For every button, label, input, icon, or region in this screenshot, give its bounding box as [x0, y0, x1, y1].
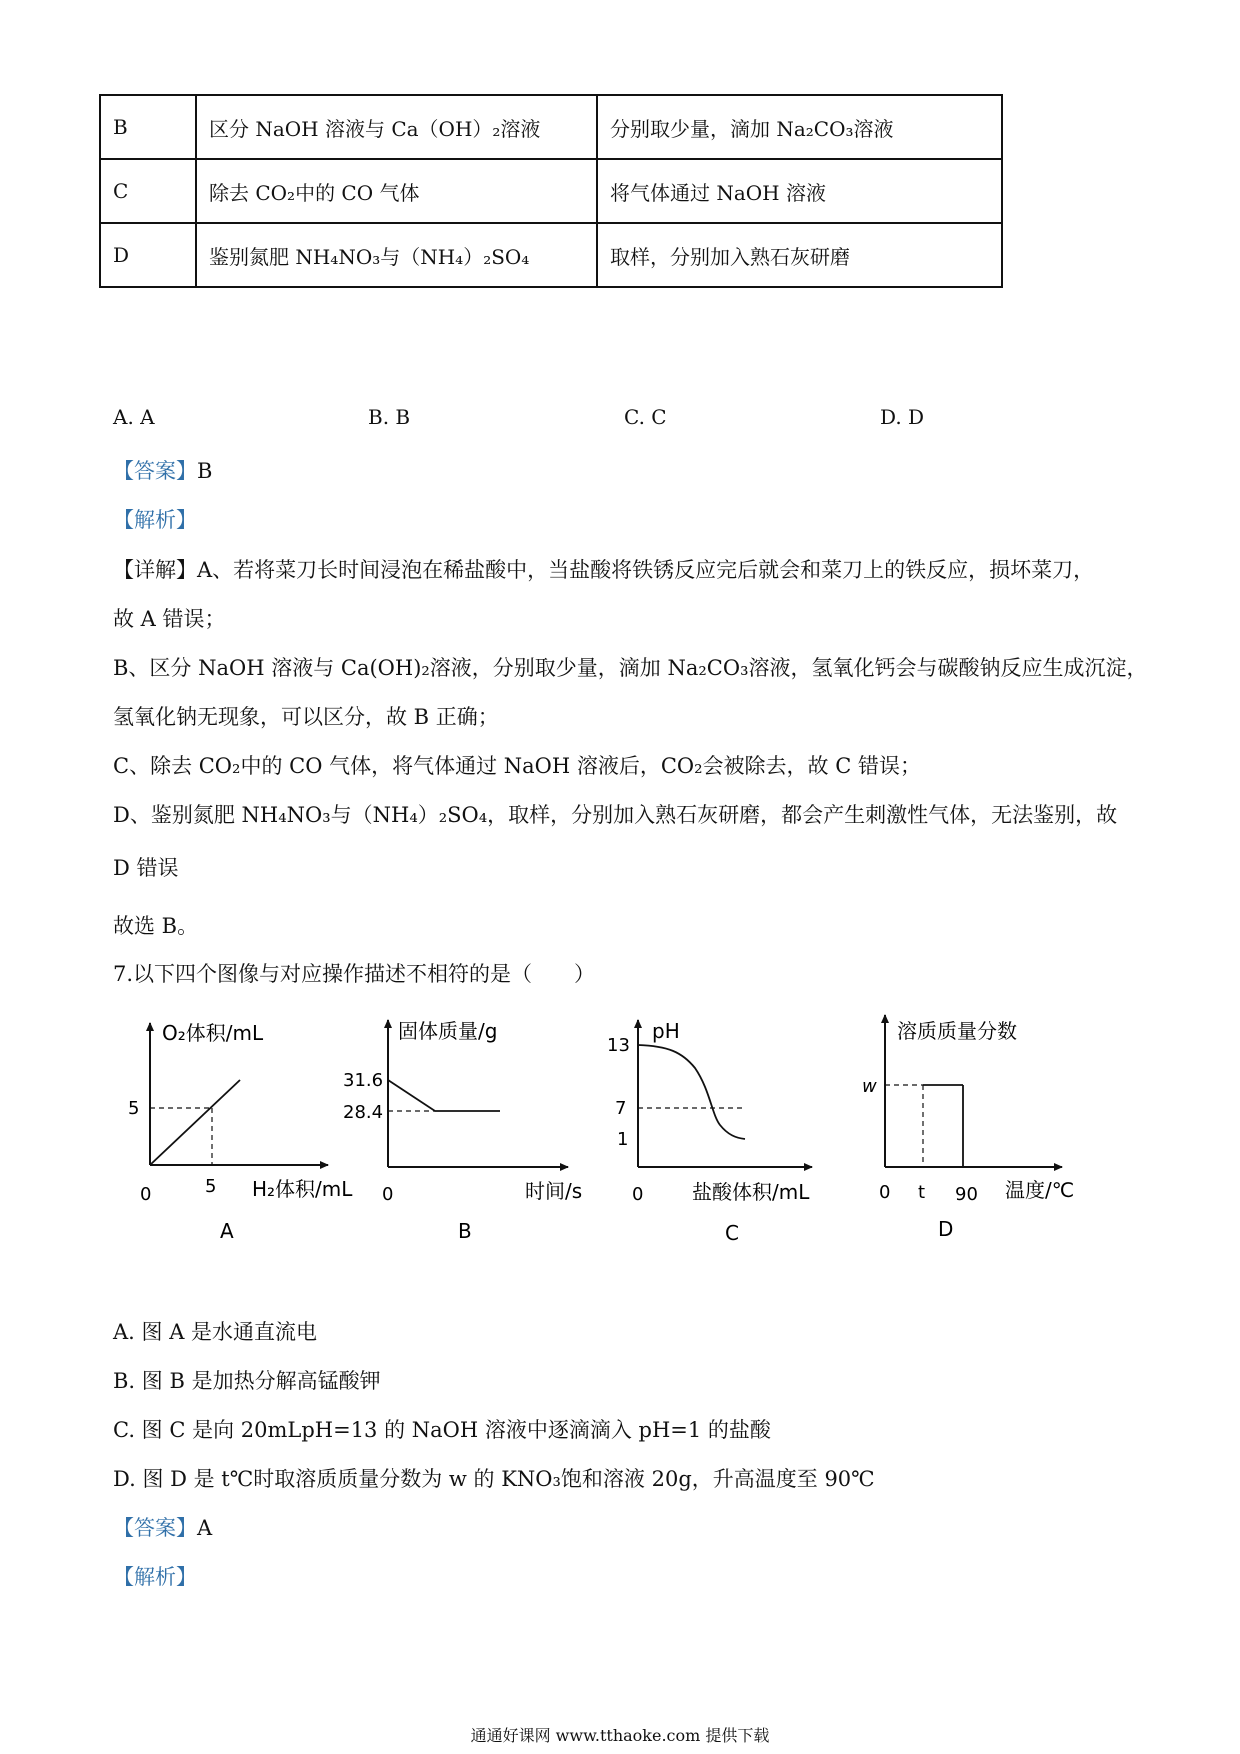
q7-question: 7.以下四个图像与对应操作描述不相符的是（ ） — [113, 962, 596, 986]
answer-tag: 【答案】 — [113, 459, 197, 483]
y-tick: 13 — [607, 1035, 630, 1056]
series-line — [150, 1080, 240, 1165]
y-tick: 28.4 — [343, 1102, 384, 1123]
graph-caption: C — [725, 1221, 739, 1245]
y-tick: 31.6 — [343, 1070, 384, 1091]
y-tick: 7 — [615, 1098, 627, 1119]
x-tick: 0 — [632, 1184, 644, 1205]
q7-option-a: A. 图 A 是水通直流电 — [113, 1320, 318, 1344]
x-label: 盐酸体积/mL — [692, 1180, 810, 1204]
detail-line: 故选 B。 — [113, 914, 199, 938]
graph-caption: A — [220, 1219, 234, 1243]
detail-line: D 错误 — [113, 856, 179, 880]
y-tick: 1 — [617, 1129, 629, 1150]
x-label: 时间/s — [525, 1179, 583, 1203]
x-tick: 0 — [879, 1182, 891, 1203]
choice-b: B. B — [368, 405, 411, 429]
y-label: pH — [652, 1019, 680, 1043]
series-line — [388, 1080, 500, 1111]
detail-line: 【详解】A、若将菜刀长时间浸泡在稀盐酸中，当盐酸将铁锈反应完后就会和菜刀上的铁反应，损坏菜刀， — [113, 558, 1095, 582]
detail-line: B、区分 NaOH 溶液与 Ca(OH)₂溶液，分别取少量，滴加 Na₂CO₃溶液，氢氧化钙会与碳酸钠反应生成沉淀， — [113, 656, 1148, 680]
answer-value: A — [197, 1516, 213, 1540]
graph-d — [862, 1015, 1074, 1241]
x-label: 温度/℃ — [1005, 1178, 1075, 1202]
row-item: 除去 CO₂中的 CO 气体 — [196, 159, 597, 223]
footer-text: 通通好课网 www.tthaoke.com 提供下载 — [470, 1726, 770, 1745]
x-label: H₂体积/mL — [252, 1177, 353, 1201]
y-label: 溶质质量分数 — [897, 1019, 1017, 1043]
row-method: 分别取少量，滴加 Na₂CO₃溶液 — [597, 95, 1002, 159]
row-label: B — [100, 95, 196, 159]
graph-caption: D — [938, 1217, 954, 1241]
row-label: D — [100, 223, 196, 287]
x-tick: 0 — [140, 1184, 152, 1205]
x-tick: t — [918, 1182, 926, 1203]
x-tick: 5 — [205, 1176, 217, 1197]
row-method: 取样，分别加入熟石灰研磨 — [597, 223, 1002, 287]
q7-option-b: B. 图 B 是加热分解高锰酸钾 — [113, 1369, 381, 1393]
answer-value: B — [197, 459, 213, 483]
detail-line: 故 A 错误； — [113, 607, 226, 631]
y-tick: w — [862, 1076, 877, 1097]
detail-line: 氢氧化钠无现象，可以区分，故 B 正确； — [113, 705, 499, 729]
x-tick: 90 — [955, 1184, 978, 1205]
graph-c — [607, 1019, 812, 1245]
y-tick: 5 — [128, 1098, 140, 1119]
detail-line: D、鉴别氮肥 NH₄NO₃与（NH₄）₂SO₄，取样，分别加入熟石灰研磨，都会产生刺激性气体，无法鉴别，故 — [113, 803, 1118, 827]
choice-a: A. A — [113, 405, 155, 429]
row-label: C — [100, 159, 196, 223]
graph-b — [343, 1019, 582, 1243]
y-label: 固体质量/g — [398, 1019, 498, 1043]
x-tick: 0 — [382, 1184, 394, 1205]
answer-tag: 【答案】 — [113, 1516, 197, 1540]
series-line — [638, 1045, 745, 1139]
choice-c: C. C — [624, 405, 667, 429]
graph-caption: B — [458, 1219, 472, 1243]
q7-analysis-tag: 【解析】 — [113, 1565, 197, 1589]
row-method: 将气体通过 NaOH 溶液 — [597, 159, 1002, 223]
row-item: 区分 NaOH 溶液与 Ca（OH）₂溶液 — [196, 95, 597, 159]
q7-option-d: D. 图 D 是 t℃时取溶质质量分数为 w 的 KNO₃饱和溶液 20g，升高温度至 90℃ — [113, 1467, 875, 1491]
graph-a — [128, 1021, 353, 1243]
row-item: 鉴别氮肥 NH₄NO₃与（NH₄）₂SO₄ — [196, 223, 597, 287]
detail-line: C、除去 CO₂中的 CO 气体，将气体通过 NaOH 溶液后，CO₂会被除去，故 C 错误； — [113, 754, 921, 778]
y-label: O₂体积/mL — [162, 1021, 264, 1045]
q6-analysis-tag: 【解析】 — [113, 508, 197, 532]
q7-answer — [113, 1512, 212, 1542]
q7-option-c: C. 图 C 是向 20mLpH=13 的 NaOH 溶液中逐滴滴入 pH=1 的盐酸 — [113, 1418, 771, 1442]
choice-d: D. D — [880, 405, 925, 429]
